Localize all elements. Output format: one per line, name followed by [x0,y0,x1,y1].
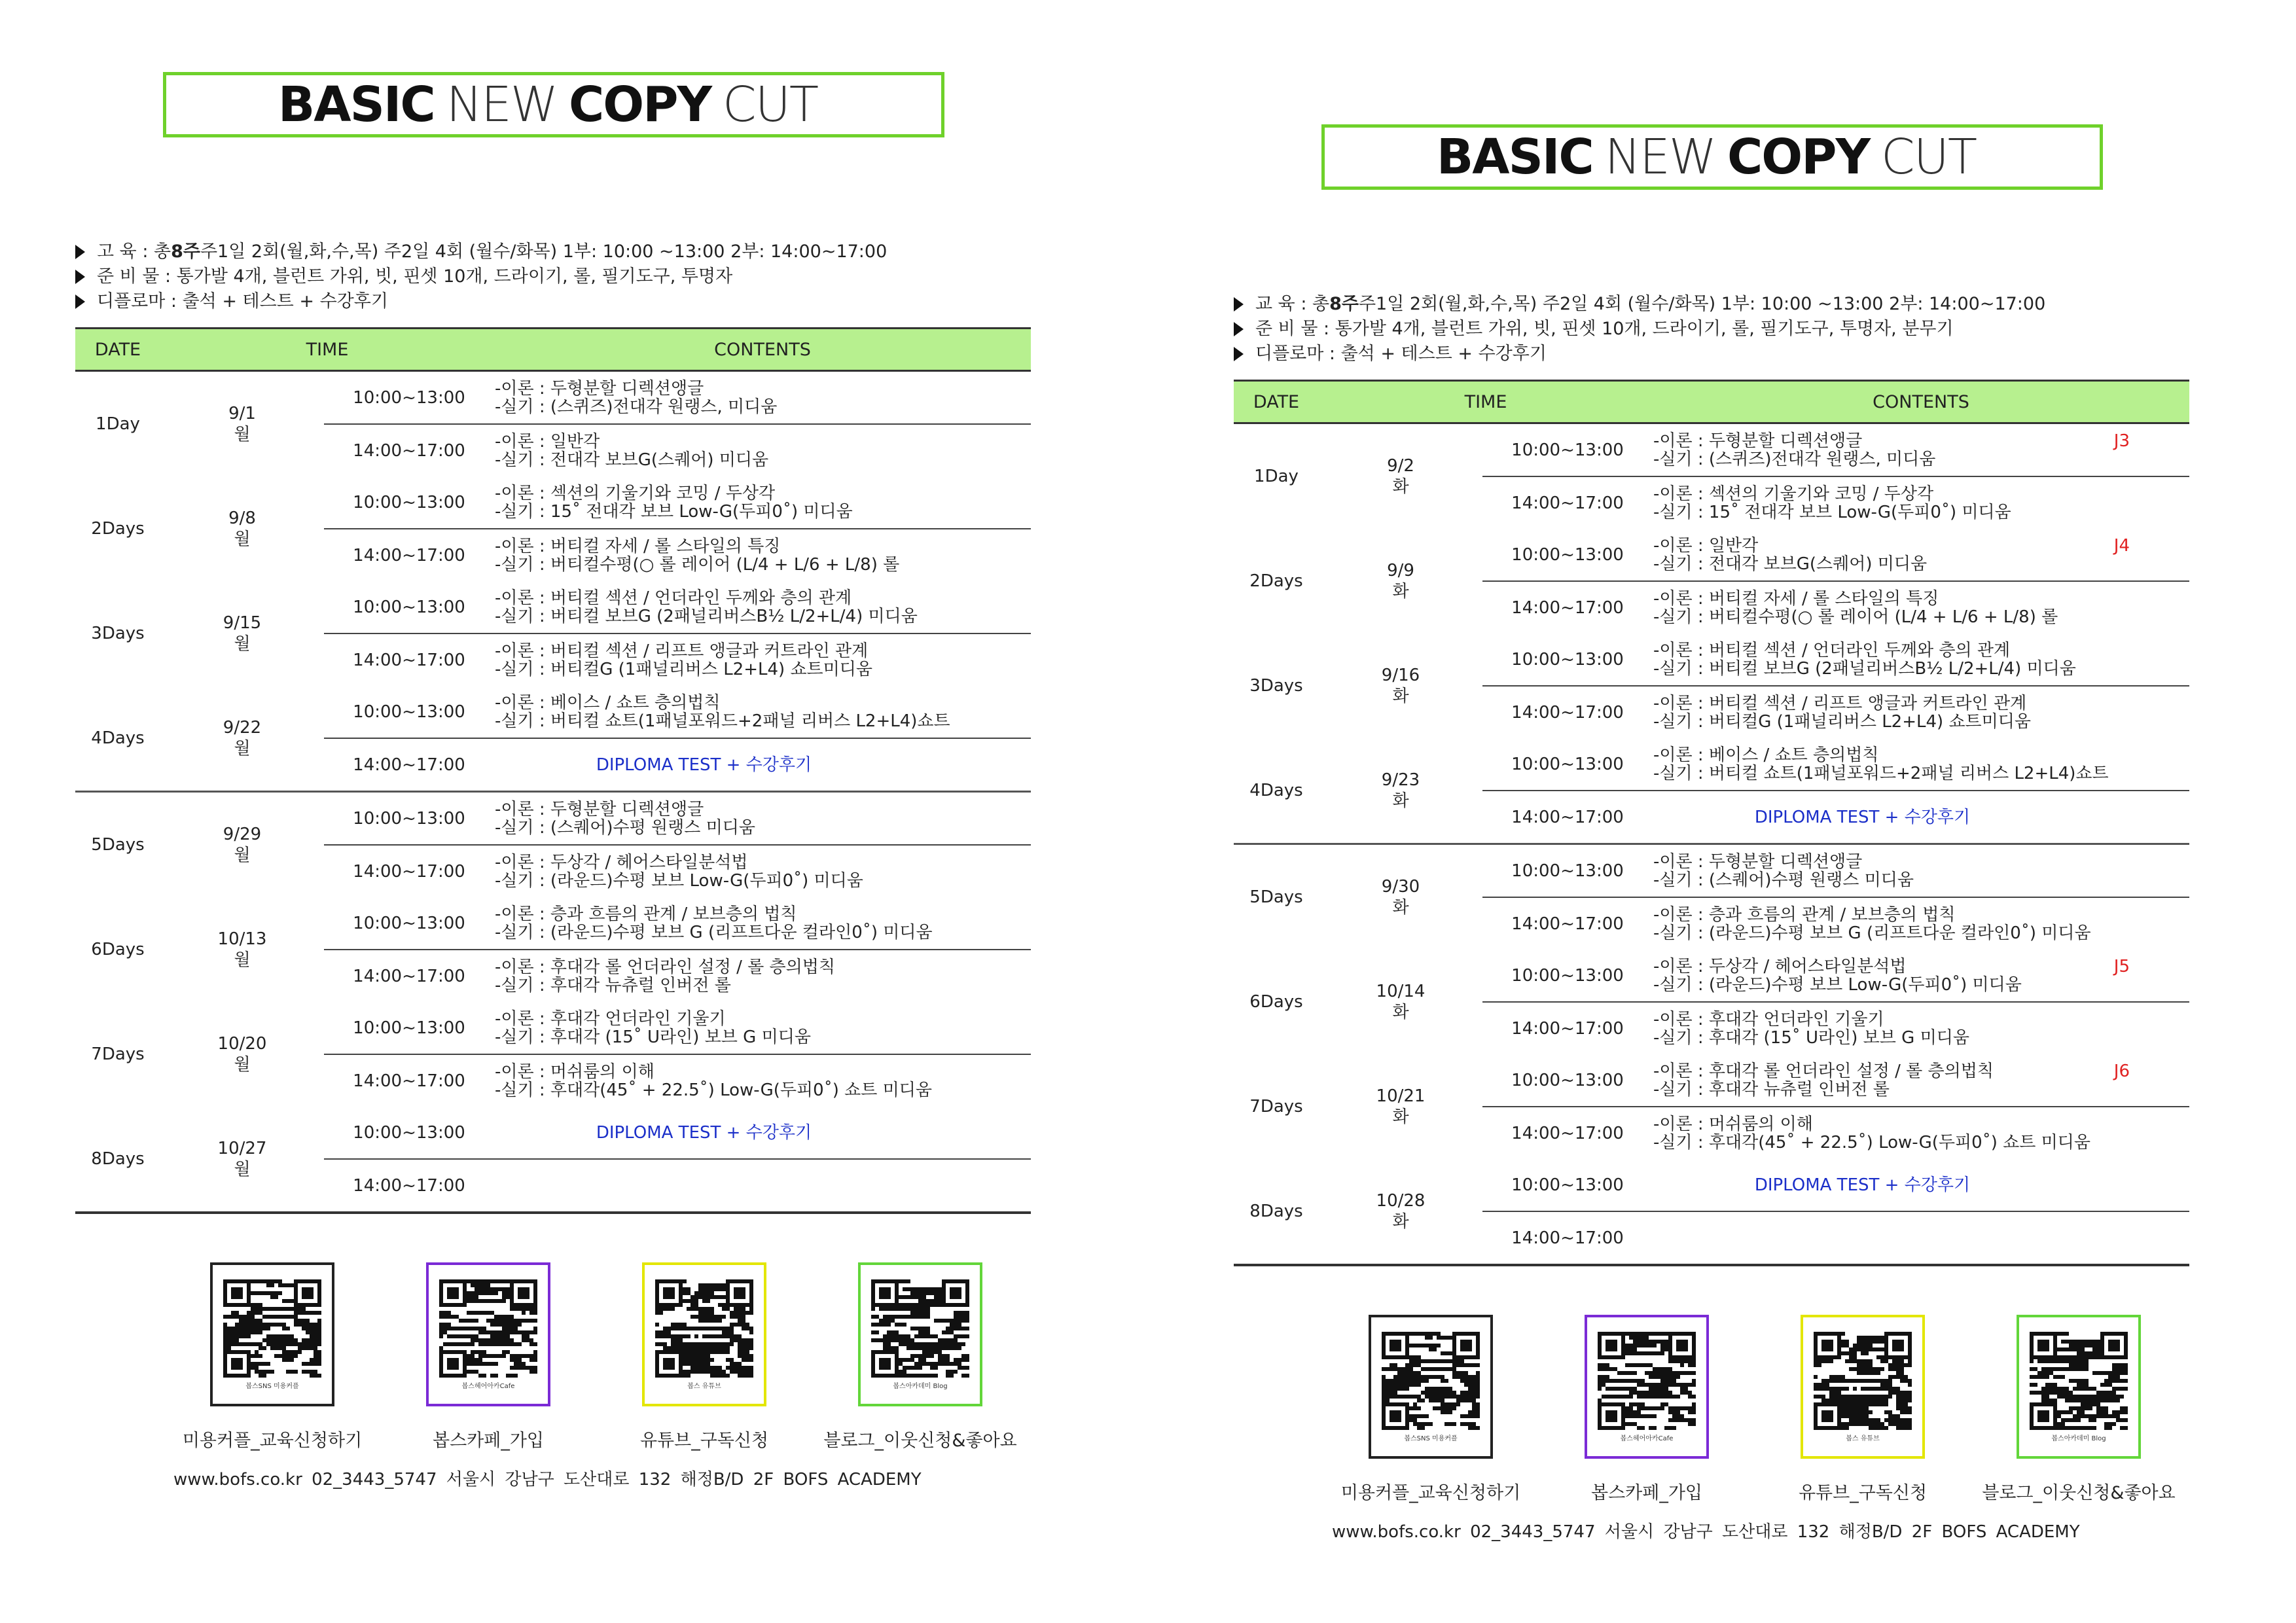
course-title [1321,124,2103,190]
practice-line: -실기 : 버티컬수평(○ 롤 레이어 (L/4 + L/6 + L/8) 롤 [495,554,900,575]
qr-caption: 봅스SNS 미용커플 [245,1382,299,1390]
date-value: 9/16 [1381,666,1420,685]
time-morning: 10:00~13:00 [1482,844,1653,898]
date-value: 10/13 [217,929,267,949]
date-value: 9/29 [223,825,262,844]
qr-code-icon [1814,1332,1912,1430]
qr-caption: 봅스아카데미 Blog [2051,1435,2106,1442]
qr-item [596,1262,812,1452]
header-contents: CONTENTS [1653,381,2189,423]
left-sheet [75,72,1031,1490]
day-label: 4Days [91,728,145,748]
date-value: 9/9 [1387,561,1414,580]
info-schedule-detail: 주1일 2회(월,화,수,목) 주2일 4회 (월수/화목) 1부: 10:00 ~13:00 2부: 14:00~17:00 [200,241,888,262]
bullet-triangle-icon [75,294,85,309]
date-value: 10/28 [1376,1191,1426,1211]
qr-item [164,1262,380,1452]
practice-line: -실기 : (스퀴즈)전대각 원랭스, 미디움 [1653,449,1936,469]
time-morning: 10:00~13:00 [1482,1054,1653,1107]
qr-code[interactable] [2017,1315,2141,1459]
practice-line: -실기 : 15˚ 전대각 보브 Low-G(두피0˚) 미디움 [495,501,853,522]
weekday: 월 [234,739,251,758]
session-date [160,686,324,792]
header-time: TIME [1319,381,1653,423]
info-diploma [75,289,1031,314]
time-afternoon: 14:00~17:00 [353,755,465,775]
contents-morning [1653,633,2189,686]
time-morning: 10:00~13:00 [1482,529,1653,581]
info-schedule [75,240,1031,264]
qr-label: 유튜브_구독신청 [1798,1483,1928,1503]
qr-code[interactable] [426,1262,550,1406]
practice-line: -실기 : 후대각 (15˚ U라인) 보브 G 미디움 [495,1027,811,1047]
theory-line: -이론 : 층과 흐름의 관계 / 보브층의 법칙 [1653,904,1956,925]
contents-afternoon [1653,897,2189,950]
table-row [1234,633,2189,686]
theory-line: -이론 : 버티컬 섹션 / 언더라인 두께와 층의 관계 [1653,640,2011,660]
table-row [75,686,1031,738]
theory-line: -이론 : 일반각 [1653,535,1759,556]
time-morning: 10:00~13:00 [324,686,494,738]
date-value: 9/30 [1381,877,1420,897]
theory-line: -이론 : 두형분할 디렉션앵글 [495,378,704,399]
date-value: 9/8 [228,508,256,528]
theory-line: -이론 : 후대각 롤 언더라인 설정 / 롤 층의법칙 [495,957,835,977]
theory-line: -이론 : 후대각 언더라인 기울기 [1653,1009,1884,1029]
qr-item [812,1262,1028,1452]
bullet-triangle-icon [1234,347,1244,361]
contents-morning [1653,950,2189,1002]
info-supplies-text: 준 비 물 : 통가발 4개, 블런트 가위, 빗, 핀셋 10개, 드라이기, 롤, 필기도구, 투명자, 분무기 [1255,319,1954,339]
practice-line: -실기 : 전대각 보브G(스퀘어) 미디움 [495,450,769,470]
title-new: NEW [446,77,557,133]
time-afternoon: 14:00~17:00 [1511,1228,1624,1248]
bullet-triangle-icon [75,270,85,284]
date-value: 10/14 [1376,982,1426,1001]
weekday: 월 [234,1160,251,1179]
header-contents: CONTENTS [494,329,1031,371]
academy-footer: www.bofs.co.kr 02_3443_5747 서울시 강남구 도산대로 132 해정B/D 2F BOFS ACADEMY [173,1470,922,1489]
qr-item [380,1262,596,1452]
diploma-test: DIPLOMA TEST + 수강후기 [1754,807,1971,827]
class-mark: J6 [2113,1061,2130,1081]
session-date [1319,423,1482,529]
time-morning: 10:00~13:00 [1482,1159,1653,1211]
info-diploma-text: 디플로마 : 출석 + 테스트 + 수강후기 [97,291,388,312]
schedule-table [1234,380,2189,1266]
qr-caption: 봅스 유튜브 [1846,1435,1880,1442]
table-row [1234,738,2189,791]
diploma-test: DIPLOMA TEST + 수강후기 [596,755,812,775]
qr-code[interactable] [1369,1315,1493,1459]
practice-line: -실기 : (스퀘어)수평 원랭스 미디움 [1653,870,1914,890]
contents-afternoon [1653,476,2189,529]
contents-morning [1653,738,2189,791]
day-label: 1Day [96,414,140,434]
qr-label: 블로그_이웃신청&좋아요 [1982,1483,2176,1503]
qr-code-icon [223,1279,321,1378]
practice-line: -실기 : (라운드)수평 보브 Low-G(두피0˚) 미디움 [495,870,863,891]
qr-caption: 봅스 유튜브 [687,1382,721,1390]
time-morning: 10:00~13:00 [1482,633,1653,686]
table-header-row [1234,381,2189,423]
table-row [1234,950,2189,1002]
info-schedule-label: 교 육 : 총 [1255,294,1330,314]
time-afternoon: 14:00~17:00 [353,966,465,986]
day-label: 5Days [75,792,160,898]
session-date [1319,529,1482,633]
qr-item [1539,1315,1755,1504]
contents-morning [494,1002,1031,1054]
theory-line: -이론 : 두형분할 디렉션앵글 [495,799,704,819]
weekday: 화 [1392,898,1409,918]
time-afternoon: 14:00~17:00 [353,650,465,670]
bullet-triangle-icon [1234,297,1244,312]
practice-line: -실기 : 버티컬 쇼트(1패널포워드+2패널 리버스 L2+L4)쇼트 [495,711,950,731]
practice-line: -실기 : 버티컬 보브G (2패널리버스B½ L/2+L/4) 미디움 [1653,658,2076,679]
weekday: 화 [1392,1212,1409,1232]
session-date [1319,1159,1482,1265]
header-time: TIME [160,329,494,371]
day-label: 7Days [1249,1097,1303,1116]
day-label: 5Days [1234,844,1319,950]
qr-code[interactable] [1801,1315,1925,1459]
weekday: 월 [234,425,251,444]
course-title [163,72,944,137]
contents-afternoon [494,1054,1031,1107]
info-schedule-label: 고 육 : 총 [97,241,171,262]
contents-morning [494,476,1031,529]
weekday: 월 [234,1055,251,1075]
info-schedule-detail: 주1일 2회(월,화,수,목) 주2일 4회 (월수/화목) 1부: 10:00 ~13:00 2부: 14:00~17:00 [1358,294,2046,314]
time-morning: 10:00~13:00 [1482,950,1653,1002]
theory-line: -이론 : 섹션의 기울기와 코밍 / 두상각 [495,483,776,503]
weekday: 화 [1392,687,1409,706]
date-value: 10/27 [217,1139,267,1158]
session-date [160,897,324,1002]
info-weeks: 8주 [1329,294,1359,314]
table-row [1234,1054,2189,1107]
table-row [75,792,1031,846]
time-afternoon: 14:00~17:00 [1511,597,1624,618]
time-morning: 10:00~13:00 [324,897,494,950]
time-morning: 10:00~13:00 [324,792,494,846]
time-afternoon: 14:00~17:00 [353,1175,465,1196]
theory-line: -이론 : 버티컬 자세 / 롤 스타일의 특징 [1653,588,1939,609]
title-cut: CUT [1881,129,1977,185]
qr-caption: 봅스헤어아카Cafe [1620,1435,1674,1442]
practice-line: -실기 : 버티컬수평(○ 롤 레이어 (L/4 + L/6 + L/8) 롤 [1653,607,2058,627]
time-afternoon: 14:00~17:00 [353,1071,465,1091]
weekday: 화 [1392,1003,1409,1022]
time-afternoon: 14:00~17:00 [353,545,465,565]
session-date [160,476,324,581]
table-row [1234,844,2189,898]
qr-code-icon [1382,1332,1480,1430]
qr-label: 봅스카페_가입 [433,1431,544,1451]
table-row [1234,1159,2189,1211]
academy-footer: www.bofs.co.kr 02_3443_5747 서울시 강남구 도산대로 132 해정B/D 2F BOFS ACADEMY [1332,1522,2080,1542]
day-label: 8Days [1249,1202,1303,1221]
table-row [75,897,1031,950]
theory-line: -이론 : 두상각 / 헤어스타일분석법 [495,852,748,872]
bullet-triangle-icon [1234,322,1244,336]
title-copy: COPY [569,77,711,133]
qr-code-icon [1598,1332,1696,1430]
contents-morning [1653,1054,2189,1107]
time-afternoon: 14:00~17:00 [1511,807,1624,827]
contents-afternoon [1653,686,2189,738]
info-diploma-text: 디플로마 : 출석 + 테스트 + 수강후기 [1255,344,1547,364]
theory-line: -이론 : 후대각 언더라인 기울기 [495,1008,726,1029]
time-afternoon: 14:00~17:00 [353,440,465,461]
session-date [1319,1054,1482,1159]
practice-line: -실기 : (라운드)수평 보브 G (리프트다운 컬라인0˚) 미디움 [1653,923,2091,943]
theory-line: -이론 : 버티컬 섹션 / 언더라인 두께와 층의 관계 [495,588,852,608]
table-row [1234,423,2189,477]
qr-caption: 봅스SNS 미용커플 [1404,1435,1458,1442]
practice-line: -실기 : 후대각 뉴츄럴 인버전 롤 [495,975,731,995]
session-date [160,792,324,898]
qr-code-icon [871,1279,969,1378]
time-afternoon: 14:00~17:00 [1511,914,1624,934]
session-date [160,1002,324,1107]
contents-morning [1653,423,2189,477]
day-label: 2Days [91,519,145,539]
day-label: 2Days [1249,571,1303,591]
contents-morning [494,686,1031,738]
session-date [1319,844,1482,950]
practice-line: -실기 : 버티컬 보브G (2패널리버스B½ L/2+L/4) 미디움 [495,606,918,626]
day-label: 3Days [1249,676,1303,696]
qr-label: 유튜브_구독신청 [639,1431,769,1451]
day-label: 6Days [1249,992,1303,1012]
session-date [160,1107,324,1213]
weekday: 월 [234,634,251,654]
qr-label: 미용커플_교육신청하기 [182,1431,363,1451]
day-label: 4Days [1249,781,1303,800]
day-label: 3Days [91,624,145,643]
practice-line: -실기 : 후대각(45˚ + 22.5˚) Low-G(두피0˚) 쇼트 미디움 [1653,1132,2090,1152]
table-row [1234,529,2189,581]
theory-line: -이론 : 후대각 롤 언더라인 설정 / 롤 층의법칙 [1653,1061,1994,1081]
class-mark: J3 [2113,431,2130,451]
practice-line: -실기 : 15˚ 전대각 보브 Low-G(두피0˚) 미디움 [1653,502,2011,522]
qr-caption: 봅스아카데미 Blog [893,1382,948,1390]
theory-line: -이론 : 버티컬 자세 / 롤 스타일의 특징 [495,536,781,556]
practice-line: -실기 : 후대각(45˚ + 22.5˚) Low-G(두피0˚) 쇼트 미디움 [495,1080,932,1100]
qr-codes [164,1262,1031,1452]
theory-line: -이론 : 머쉬룸의 이해 [495,1061,655,1082]
day-label: 6Days [91,940,145,959]
header-date: DATE [1234,381,1319,423]
info-schedule [1234,292,2189,317]
qr-item [1971,1315,2187,1504]
table-row [75,1002,1031,1054]
qr-code-icon [655,1279,753,1378]
title-basic: BASIC [1436,129,1593,185]
practice-line: -실기 : 후대각 뉴츄럴 인버전 롤 [1653,1079,1890,1099]
date-value: 9/1 [228,404,256,423]
day-label: 1Day [1254,467,1299,486]
theory-line: -이론 : 두상각 / 헤어스타일분석법 [1653,956,1907,976]
theory-line: -이론 : 두형분할 디렉션앵글 [1653,851,1863,872]
practice-line: -실기 : (라운드)수평 보브 Low-G(두피0˚) 미디움 [1653,974,2022,995]
time-morning: 10:00~13:00 [324,476,494,529]
day-label: 7Days [91,1044,145,1064]
class-mark: J5 [2113,956,2130,976]
date-value: 9/15 [223,613,262,633]
title-copy: COPY [1727,129,1870,185]
qr-caption: 봅스헤어아카Cafe [461,1382,515,1390]
table-header-row [75,329,1031,371]
info-supplies [75,264,1031,289]
contents-afternoon [1653,581,2189,633]
table-row [75,476,1031,529]
contents-afternoon [494,633,1031,686]
contents-afternoon [1653,1002,2189,1054]
info-supplies-text: 준 비 물 : 통가발 4개, 블런트 가위, 빗, 핀셋 10개, 드라이기, 롤, 필기도구, 투명자 [97,266,733,287]
title-basic: BASIC [278,77,435,133]
diploma-test: DIPLOMA TEST + 수강후기 [494,1107,1031,1159]
theory-line: -이론 : 버티컬 섹션 / 리프트 앵글과 커트라인 관계 [1653,693,2027,713]
practice-line: -실기 : 전대각 보브G(스퀘어) 미디움 [1653,554,1928,574]
theory-line: -이론 : 버티컬 섹션 / 리프트 앵글과 커트라인 관계 [495,641,869,661]
contents-empty [494,1159,1031,1213]
contents-morning [1653,529,2189,581]
theory-line: -이론 : 층과 흐름의 관계 / 보브층의 법칙 [495,904,797,924]
practice-line: -실기 : (라운드)수평 보브 G (리프트다운 컬라인0˚) 미디움 [495,922,933,942]
contents-morning [494,581,1031,633]
date-value: 9/23 [1381,770,1420,790]
contents-afternoon [1653,1107,2189,1159]
date-value: 9/22 [223,718,262,738]
info-supplies [1234,317,2189,342]
contents-morning [1653,844,2189,898]
time-morning: 10:00~13:00 [324,1107,494,1159]
qr-code[interactable] [858,1262,982,1406]
course-info [75,240,1031,314]
date-value: 10/21 [1376,1086,1426,1106]
practice-line: -실기 : 버티컬G (1패널리버스 L2+L4) 쇼트미디움 [495,659,873,679]
contents-empty [1653,1211,2189,1265]
qr-item [1755,1315,1971,1504]
weekday: 화 [1392,1107,1409,1127]
theory-line: -이론 : 두형분할 디렉션앵글 [1653,431,1863,451]
qr-label: 봅스카페_가입 [1591,1483,1702,1503]
practice-line: -실기 : 버티컬 쇼트(1패널포워드+2패널 리버스 L2+L4)쇼트 [1653,763,2109,783]
time-morning: 10:00~13:00 [324,581,494,633]
session-date [1319,950,1482,1054]
weekday: 월 [234,950,251,970]
qr-label: 미용커플_교육신청하기 [1340,1483,1521,1503]
theory-line: -이론 : 일반각 [495,431,600,452]
contents-afternoon [494,424,1031,476]
time-afternoon: 14:00~17:00 [1511,1123,1624,1143]
time-morning: 10:00~13:00 [1482,738,1653,791]
qr-code[interactable] [642,1262,766,1406]
time-afternoon: 14:00~17:00 [1511,1018,1624,1039]
class-mark: J4 [2113,535,2130,556]
time-afternoon: 14:00~17:00 [353,861,465,882]
contents-afternoon [494,529,1031,581]
time-afternoon: 14:00~17:00 [1511,493,1624,513]
day-label: 8Days [91,1149,145,1169]
practice-line: -실기 : (스퀘어)수평 원랭스 미디움 [495,817,755,838]
qr-item [1323,1315,1539,1504]
practice-line: -실기 : 버티컬G (1패널리버스 L2+L4) 쇼트미디움 [1653,711,2032,732]
session-date [1319,738,1482,844]
qr-code[interactable] [210,1262,334,1406]
title-cut: CUT [723,77,818,133]
table-row [75,581,1031,633]
theory-line: -이론 : 베이스 / 쇼트 층의법칙 [1653,745,1879,765]
table-row [75,371,1031,425]
header-date: DATE [75,329,160,371]
time-morning: 10:00~13:00 [324,371,494,425]
theory-line: -이론 : 머쉬룸의 이해 [1653,1114,1813,1134]
qr-codes [1323,1315,2189,1504]
info-weeks: 8주 [171,241,200,262]
session-date [160,371,324,477]
qr-code-icon [439,1279,537,1378]
qr-code-icon [2030,1332,2128,1430]
weekday: 화 [1392,582,1409,601]
date-value: 10/20 [217,1034,267,1054]
table-row [75,1107,1031,1159]
time-morning: 10:00~13:00 [1482,423,1653,477]
session-date [1319,633,1482,738]
right-sheet [1234,124,2189,1543]
contents-morning [494,897,1031,950]
contents-afternoon [494,950,1031,1002]
contents-morning [494,371,1031,425]
qr-code[interactable] [1585,1315,1709,1459]
practice-line: -실기 : 후대각 (15˚ U라인) 보브 G 미디움 [1653,1027,1969,1048]
course-info [1234,292,2189,366]
weekday: 월 [234,529,251,549]
info-diploma [1234,342,2189,366]
time-afternoon: 14:00~17:00 [1511,702,1624,722]
date-value: 9/2 [1387,456,1414,476]
session-date [160,581,324,686]
weekday: 월 [234,846,251,865]
practice-line: -실기 : (스퀴즈)전대각 원랭스, 미디움 [495,397,778,417]
schedule-table [75,327,1031,1214]
theory-line: -이론 : 베이스 / 쇼트 층의법칙 [495,692,721,713]
qr-label: 블로그_이웃신청&좋아요 [823,1431,1017,1451]
bullet-triangle-icon [75,245,85,259]
time-morning: 10:00~13:00 [324,1002,494,1054]
title-new: NEW [1604,129,1715,185]
weekday: 화 [1392,477,1409,497]
contents-afternoon [494,845,1031,897]
diploma-test: DIPLOMA TEST + 수강후기 [1653,1159,2189,1211]
theory-line: -이론 : 섹션의 기울기와 코밍 / 두상각 [1653,484,1934,504]
weekday: 화 [1392,791,1409,811]
contents-morning [494,792,1031,846]
